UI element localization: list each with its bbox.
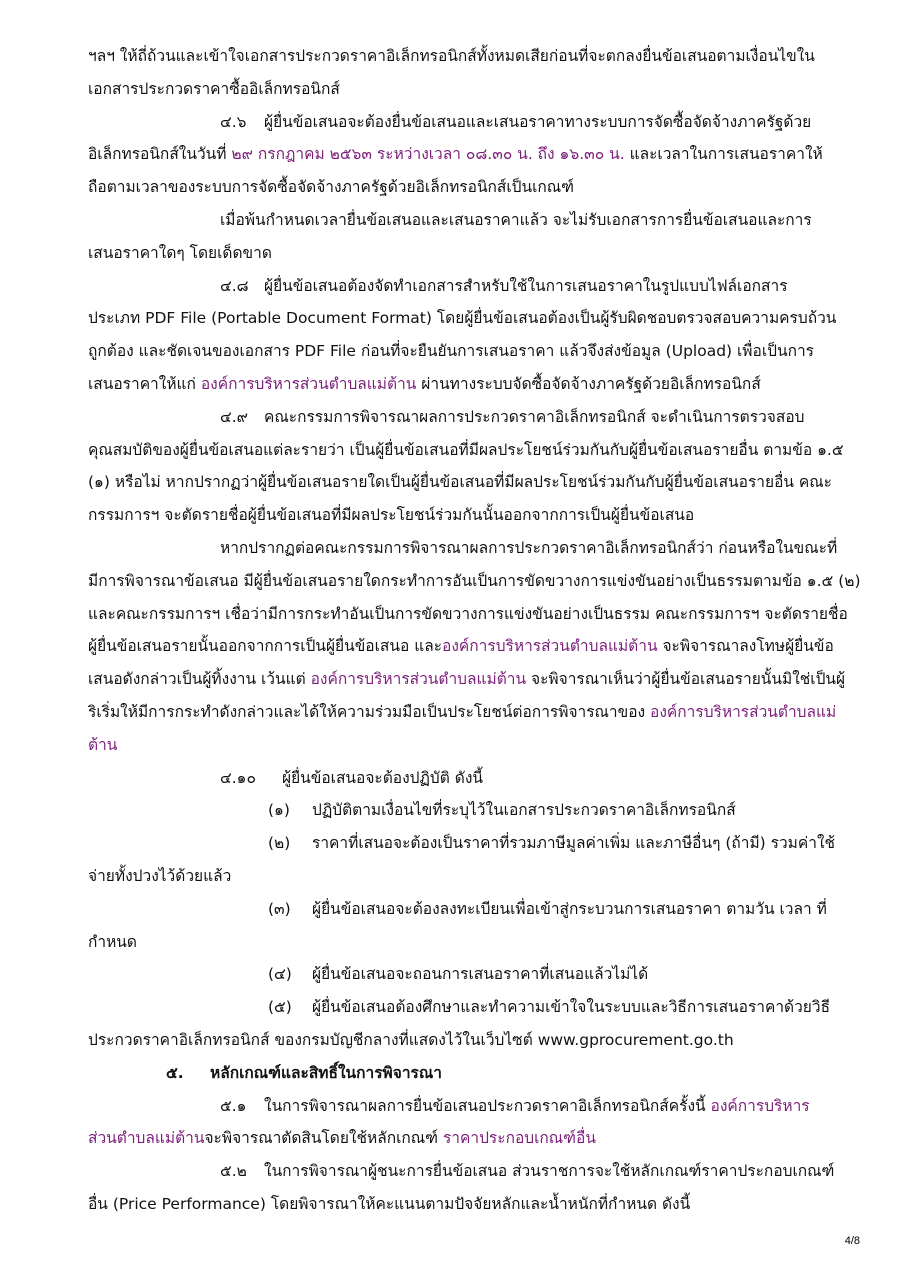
- text-line: ผู้ยื่นข้อเสนอจะต้องยื่นข้อเสนอและเสนอราคาทางระบบการจัดซื้อจัดจ้างภาครัฐด้วย: [264, 112, 812, 131]
- org-name-highlight: องค์การบริหาร: [710, 1096, 810, 1115]
- text-line: [88, 663, 846, 696]
- text-line: ฯลฯ ให้ถี่ถ้วนและเข้าใจเอกสารประกวดราคาอิเล็กทรอนิกส์ทั้งหมดเสียก่อนที่จะตกลงยื่นข้อเสนอตามเงื่อนไขใน: [88, 47, 815, 65]
- text-segment: จะพิจารณาลงโทษผู้ยื่นข้อ: [657, 637, 834, 656]
- text-line: มีการพิจารณาข้อเสนอ มีผู้ยื่นข้อเสนอรายใดกระทำการอันเป็นการขัดขวางการแข่งขันอย่างเป็นธรรมตามข้อ ๑.๕ (๒): [88, 571, 861, 590]
- text-segment: จะพิจารณาเห็นว่าผู้ยื่นข้อเสนอรายนั้นมิใช่เป็นผู้: [526, 670, 846, 689]
- text-segment: ผู้ยื่นข้อเสนอรายนั้นออกจากการเป็นผู้ยื่นข้อเสนอ และ: [88, 637, 443, 656]
- document-body: [88, 40, 861, 1221]
- item-text: ผู้ยื่นข้อเสนอต้องศึกษาและทำความเข้าใจในระบบและวิธีการเสนอราคาด้วยวิธี: [312, 998, 831, 1017]
- text-line: จ่ายทั้งปวงไว้ด้วยแล้ว: [88, 866, 232, 885]
- clause-number: ๔.๖: [220, 112, 247, 131]
- text-line: [88, 630, 834, 663]
- list-item: [88, 991, 831, 1024]
- text-line: ในการพิจารณาผู้ชนะการยื่นข้อเสนอ ส่วนราชการจะใช้หลักเกณฑ์ราคาประกอบเกณฑ์: [264, 1162, 835, 1181]
- text-line: ประเภท PDF File (Portable Document Format) โดยผู้ยื่นข้อเสนอต้องเป็นผู้รับผิดชอบตรวจสอบความครบถ้วน: [88, 309, 837, 328]
- section-number: ๕.: [166, 1063, 184, 1082]
- section-title: หลักเกณฑ์และสิทธิ์ในการพิจารณา: [210, 1063, 442, 1082]
- item-number: (๕): [268, 998, 292, 1017]
- text-line: ถูกต้อง และชัดเจนของเอกสาร PDF File ก่อนที่จะยืนยันการเสนอราคา แล้วจึงส่งข้อมูล (Upload) เพื่อเป็นการ: [88, 342, 814, 361]
- list-item: [88, 794, 818, 827]
- text-line: [88, 138, 823, 171]
- clause-number: ๔.๑๐: [220, 768, 256, 787]
- item-text: ผู้ยื่นข้อเสนอจะต้องลงทะเบียนเพื่อเข้าสู่กระบวนการเสนอราคา ตามวัน เวลา ที่: [312, 899, 827, 918]
- text-segment: จะพิจารณาตัดสินโดยใช้หลักเกณฑ์: [204, 1129, 443, 1148]
- item-number: (๔): [268, 965, 292, 984]
- clause-number: ๔.๙: [220, 407, 249, 426]
- text-segment: เสนอดังกล่าวเป็นผู้ทิ้งงาน เว้นแต่: [88, 670, 311, 689]
- clause-4-10: [88, 762, 818, 795]
- clause-number: ๕.๒: [220, 1162, 247, 1181]
- org-name-highlight: องค์การบริหารส่วนตำบลแม่ต้าน: [442, 637, 658, 656]
- clause-5-2: [88, 1155, 835, 1188]
- text-line: ผู้ยื่นข้อเสนอจะต้องปฏิบัติ ดังนี้: [282, 768, 483, 787]
- org-name-highlight: องค์การบริหารส่วนตำบลแม่ต้าน: [310, 670, 527, 689]
- text-line: เอกสารประกวดราคาซื้ออิเล็กทรอนิกส์: [88, 79, 340, 98]
- item-text: ปฏิบัติตามเงื่อนไขที่ระบุไว้ในเอกสารประกวดราคาอิเล็กทรอนิกส์: [312, 801, 736, 820]
- text-line: เมื่อพ้นกำหนดเวลายื่นข้อเสนอและเสนอราคาแล้ว จะไม่รับเอกสารการยื่นข้อเสนอและการ: [220, 210, 812, 229]
- text-segment: เสนอราคาให้แก่: [88, 374, 201, 393]
- text-line: ถือตามเวลาของระบบการจัดซื้อจัดจ้างภาครัฐด้วยอิเล็กทรอนิกส์เป็นเกณฑ์: [88, 178, 575, 197]
- text-line: หากปรากฏต่อคณะกรรมการพิจารณาผลการประกวดราคาอิเล็กทรอนิกส์ว่า ก่อนหรือในขณะที่: [220, 538, 838, 557]
- text-segment: ผ่านทางระบบจัดซื้อจัดจ้างภาครัฐด้วยอิเล็กทรอนิกส์: [416, 374, 761, 393]
- text-segment: อิเล็กทรอนิกส์ในวันที่: [88, 145, 232, 164]
- text-line: [88, 1122, 818, 1155]
- text-line: คุณสมบัติของผู้ยื่นข้อเสนอแต่ละรายว่า เป็นผู้ยื่นข้อเสนอที่มีผลประโยชน์ร่วมกันกับผู้ยื่นข้อเสนอรายอื่น ตามข้อ ๑.๕: [88, 440, 844, 459]
- org-name-highlight: ส่วนตำบลแม่ต้าน: [88, 1129, 205, 1148]
- text-line: และคณะกรรมการฯ เชื่อว่ามีการกระทำอันเป็นการขัดขวางการแข่งขันอย่างเป็นธรรม คณะกรรมการฯ จะตัดรายชื่อ: [88, 604, 848, 623]
- text-line: เสนอราคาใดๆ โดยเด็ดขาด: [88, 243, 272, 262]
- text-line: [88, 368, 818, 401]
- org-name-highlight: ต้าน: [88, 735, 118, 754]
- text-line: กำหนด: [88, 932, 137, 951]
- clause-number: ๔.๘: [220, 276, 249, 295]
- clause-4-6: [88, 106, 818, 139]
- text-line: ผู้ยื่นข้อเสนอต้องจัดทำเอกสารสำหรับใช้ในการเสนอราคาในรูปแบบไฟล์เอกสาร: [264, 276, 788, 295]
- text-line: คณะกรรมการพิจารณาผลการประกวดราคาอิเล็กทรอนิกส์ จะดำเนินการตรวจสอบ: [264, 407, 805, 426]
- clause-number: ๕.๑: [220, 1096, 247, 1115]
- clause-5-1: [88, 1090, 818, 1123]
- text-segment: ริเริ่มให้มีการกระทำดังกล่าวและได้ให้ความร่วมมือเป็นประโยชน์ต่อการพิจารณาของ: [88, 702, 651, 721]
- section-heading: [88, 1057, 818, 1090]
- text-segment: และเวลาในการเสนอราคาให้: [624, 145, 823, 164]
- page-number: 4/8: [844, 1235, 860, 1247]
- item-text: ราคาที่เสนอจะต้องเป็นราคาที่รวมภาษีมูลค่าเพิ่ม และภาษีอื่นๆ (ถ้ามี) รวมค่าใช้: [312, 834, 836, 853]
- clause-4-9: [88, 401, 818, 434]
- deadline-highlight: ๒๙ กรกฎาคม ๒๕๖๓ ระหว่างเวลา ๐๘.๓๐ น. ถึง ๑๖.๓๐ น.: [231, 145, 625, 164]
- criteria-highlight: ราคาประกอบเกณฑ์อื่น: [442, 1129, 596, 1148]
- list-item: [88, 827, 836, 860]
- text-line: อื่น (Price Performance) โดยพิจารณาให้คะแนนตามปัจจัยหลักและน้ำหนักที่กำหนด ดังนี้: [88, 1194, 691, 1213]
- text-segment: ในการพิจารณาผลการยื่นข้อเสนอประกวดราคาอิเล็กทรอนิกส์ครั้งนี้: [264, 1096, 711, 1115]
- item-text: ผู้ยื่นข้อเสนอจะถอนการเสนอราคาที่เสนอแล้วไม่ได้: [312, 965, 649, 984]
- clause-4-8: [88, 270, 818, 303]
- text-line: ประกวดราคาอิเล็กทรอนิกส์ ของกรมบัญชีกลางที่แสดงไว้ในเว็บไซต์ www.gprocurement.go.th: [88, 1030, 734, 1049]
- item-number: (๓): [268, 899, 291, 918]
- list-item: [88, 893, 827, 926]
- text-line: (๑) หรือไม่ หากปรากฏว่าผู้ยื่นข้อเสนอรายใดเป็นผู้ยื่นข้อเสนอที่มีผลประโยชน์ร่วมกันกับผู้ยื่นข้อเสนอรายอื่น คณะ: [88, 473, 832, 492]
- org-name-highlight: องค์การบริหารส่วนตำบลแม่ต้าน: [200, 374, 417, 393]
- org-name-highlight: องค์การบริหารส่วนตำบลแม่: [650, 702, 837, 721]
- item-number: (๒): [268, 834, 291, 853]
- item-number: (๑): [268, 801, 290, 820]
- list-item: [88, 958, 818, 991]
- text-line: [88, 696, 837, 729]
- text-line: กรรมการฯ จะตัดรายชื่อผู้ยื่นข้อเสนอที่มีผลประโยชน์ร่วมกันนั้นออกจากการเป็นผู้ยื่นข้อเสนอ: [88, 506, 695, 525]
